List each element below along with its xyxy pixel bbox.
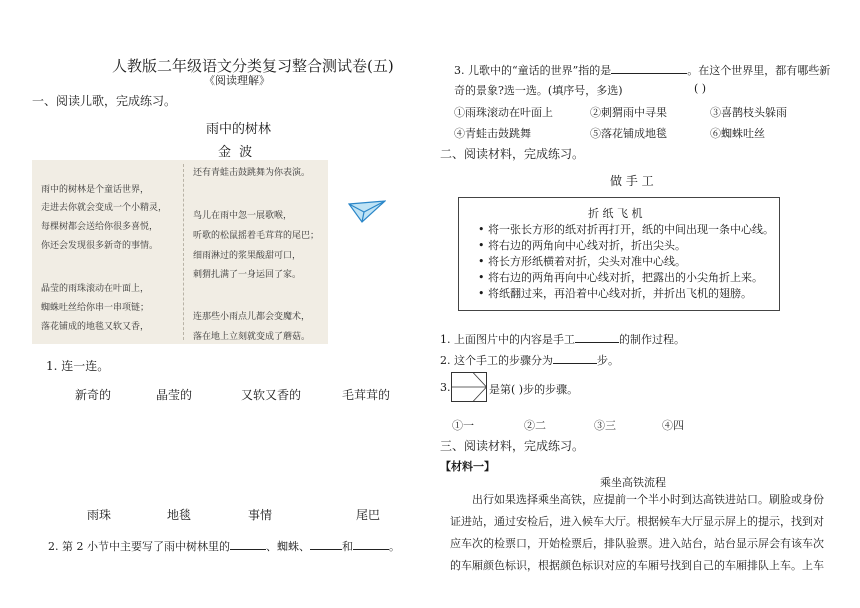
section1-heading: 一、阅读儿歌，完成练习。 — [32, 94, 177, 108]
poem-divider — [183, 164, 184, 340]
question-text: 的制作过程。 — [619, 333, 685, 346]
answer-blank[interactable] — [611, 73, 687, 74]
section3-heading: 三、阅读材料，完成练习。 — [440, 439, 585, 453]
answer-blank[interactable] — [353, 549, 389, 550]
section2-heading: 二、阅读材料，完成练习。 — [440, 147, 585, 161]
question-3-line-1 — [454, 62, 830, 78]
material-paragraph-line: 应车次的检票口，开始检票后，排队验票。进入站台，站台显示屏会有该车次 — [450, 537, 824, 550]
option-item: ③喜鹊枝头躲雨 — [710, 106, 787, 119]
option-item: ⑤落花铺成地毯 — [590, 127, 667, 140]
page-title: 人教版二年级语文分类复习整合测试卷(五) — [112, 57, 394, 75]
section2-question-2 — [440, 352, 619, 368]
craft-step: • 将长方形纸横着对折，尖头对准中心线。 — [478, 255, 686, 268]
option-item: ①一 — [452, 419, 474, 432]
question-1-label: 1. 连一连。 — [46, 359, 110, 373]
poem-line: 还有青蛙击鼓跳舞为你表演。 — [193, 168, 311, 178]
poem-line: 蜘蛛吐丝给你串一串项链； — [41, 303, 150, 313]
poem-line: 雨中的树林是个童话世界， — [41, 185, 150, 195]
answer-blank[interactable] — [575, 342, 619, 343]
poem-title: 雨中的树林 — [206, 122, 272, 137]
question-text: 2. 这个手工的步骤分为 — [440, 354, 553, 367]
material-paragraph-line: 的车厢颜色标识，根据颜色标识对应的车厢号找到自己的车厢排队上车。上车 — [450, 559, 824, 572]
craft-step: • 将纸翻过来，再沿着中心线对折，并折出飞机的翅膀。 — [478, 287, 752, 300]
craft-step: • 将一张长方形的纸对折再打开，纸的中间出现一条中心线。 — [478, 223, 774, 236]
question-2 — [48, 538, 400, 554]
poem-line: 细雨淋过的浆果酸甜可口， — [193, 251, 302, 261]
match-top-word[interactable]: 又软又香的 — [241, 388, 302, 402]
poem-line: 每棵树都会送给你很多喜悦， — [41, 222, 159, 232]
poem-line: 晶莹的雨珠滚动在叶面上， — [41, 284, 150, 294]
material-paragraph-line: 证进站，通过安检后，进入候车大厅。根据候车大厅显示屏上的提示，找到对 — [450, 515, 824, 528]
match-top-word[interactable]: 晶莹的 — [156, 388, 193, 402]
option-item: ②刺猬雨中寻果 — [590, 106, 667, 119]
question-3-line-2: 奇的景象?选一选。(填序号，多选) — [454, 84, 623, 97]
section2-title: 做 手 工 — [610, 174, 654, 188]
question-2-text: 、蜘蛛、 — [265, 540, 310, 553]
option-item: ④青蛙击鼓跳舞 — [454, 127, 531, 140]
question-2-text: 2. 第 2 小节中主要写了雨中树林里的 — [48, 540, 230, 553]
poem-line: 鸟儿在雨中忽一展歌喉， — [193, 211, 293, 221]
poem-line: 走进去你就会变成一个小精灵， — [41, 203, 168, 213]
match-top-word[interactable]: 毛茸茸的 — [342, 388, 391, 402]
material-label: 【材料一】 — [440, 460, 495, 473]
match-bottom-word[interactable]: 尾巴 — [356, 508, 381, 522]
craft-step: • 将右边的两角再向中心线对折，把露出的小尖角折上来。 — [478, 271, 763, 284]
section2-question-3-text: 是第( )步的步骤。 — [489, 383, 579, 396]
option-item: ①雨珠滚动在叶面上 — [454, 106, 553, 119]
craft-box-title: 折 纸 飞 机 — [588, 207, 643, 220]
match-bottom-word[interactable]: 地毯 — [167, 508, 192, 522]
question-3-text: 3. 儿歌中的“童话的世界”指的是 — [454, 64, 612, 77]
poem-line: 连那些小雨点儿都会变魔术， — [193, 312, 311, 322]
answer-blank[interactable] — [310, 549, 342, 550]
poem-line: 落在地上立刻就变成了蘑菇。 — [193, 332, 311, 342]
poem-line: 刺猬扎满了一身运回了家。 — [193, 270, 302, 280]
question-2-text: 和 — [341, 540, 353, 553]
match-bottom-word[interactable]: 事情 — [248, 508, 273, 522]
question-text: 步。 — [597, 354, 619, 367]
paper-airplane-icon — [348, 200, 386, 224]
poem-line: 你还会发现很多新奇的事情。 — [41, 241, 159, 251]
question-2-text: 。 — [388, 540, 400, 553]
poem-line: 落花铺成的地毯又软又香， — [41, 322, 150, 332]
question-text: 1. 上面图片中的内容是手工 — [440, 333, 575, 346]
option-item: ④四 — [662, 419, 684, 432]
material-title: 乘坐高铁流程 — [600, 476, 666, 489]
match-top-word[interactable]: 新奇的 — [75, 388, 112, 402]
option-item: ②二 — [524, 419, 546, 432]
section2-question-1 — [440, 331, 685, 347]
page-subtitle: 《阅读理解》 — [204, 74, 270, 87]
craft-step: • 将右边的两角向中心线对折，折出尖头。 — [478, 239, 686, 252]
section2-question-3-number: 3. — [440, 381, 451, 394]
poem-author: 金 波 — [218, 145, 255, 160]
answer-paren[interactable]: ( ) — [694, 82, 707, 95]
material-paragraph-line: 出行如果选择乘坐高铁，应提前一个半小时到达高铁进站口。刷脸或身份 — [472, 493, 824, 506]
question-3-text: 。在这个世界里，都有哪些新 — [687, 64, 831, 77]
option-item: ⑥蜘蛛吐丝 — [710, 127, 765, 140]
match-bottom-word[interactable]: 雨珠 — [87, 508, 112, 522]
folded-paper-diagram-icon — [451, 372, 487, 402]
poem-line: 听歌的松鼠摇着毛茸茸的尾巴； — [193, 231, 320, 241]
answer-blank[interactable] — [553, 363, 597, 364]
answer-blank[interactable] — [230, 549, 266, 550]
option-item: ③三 — [594, 419, 616, 432]
